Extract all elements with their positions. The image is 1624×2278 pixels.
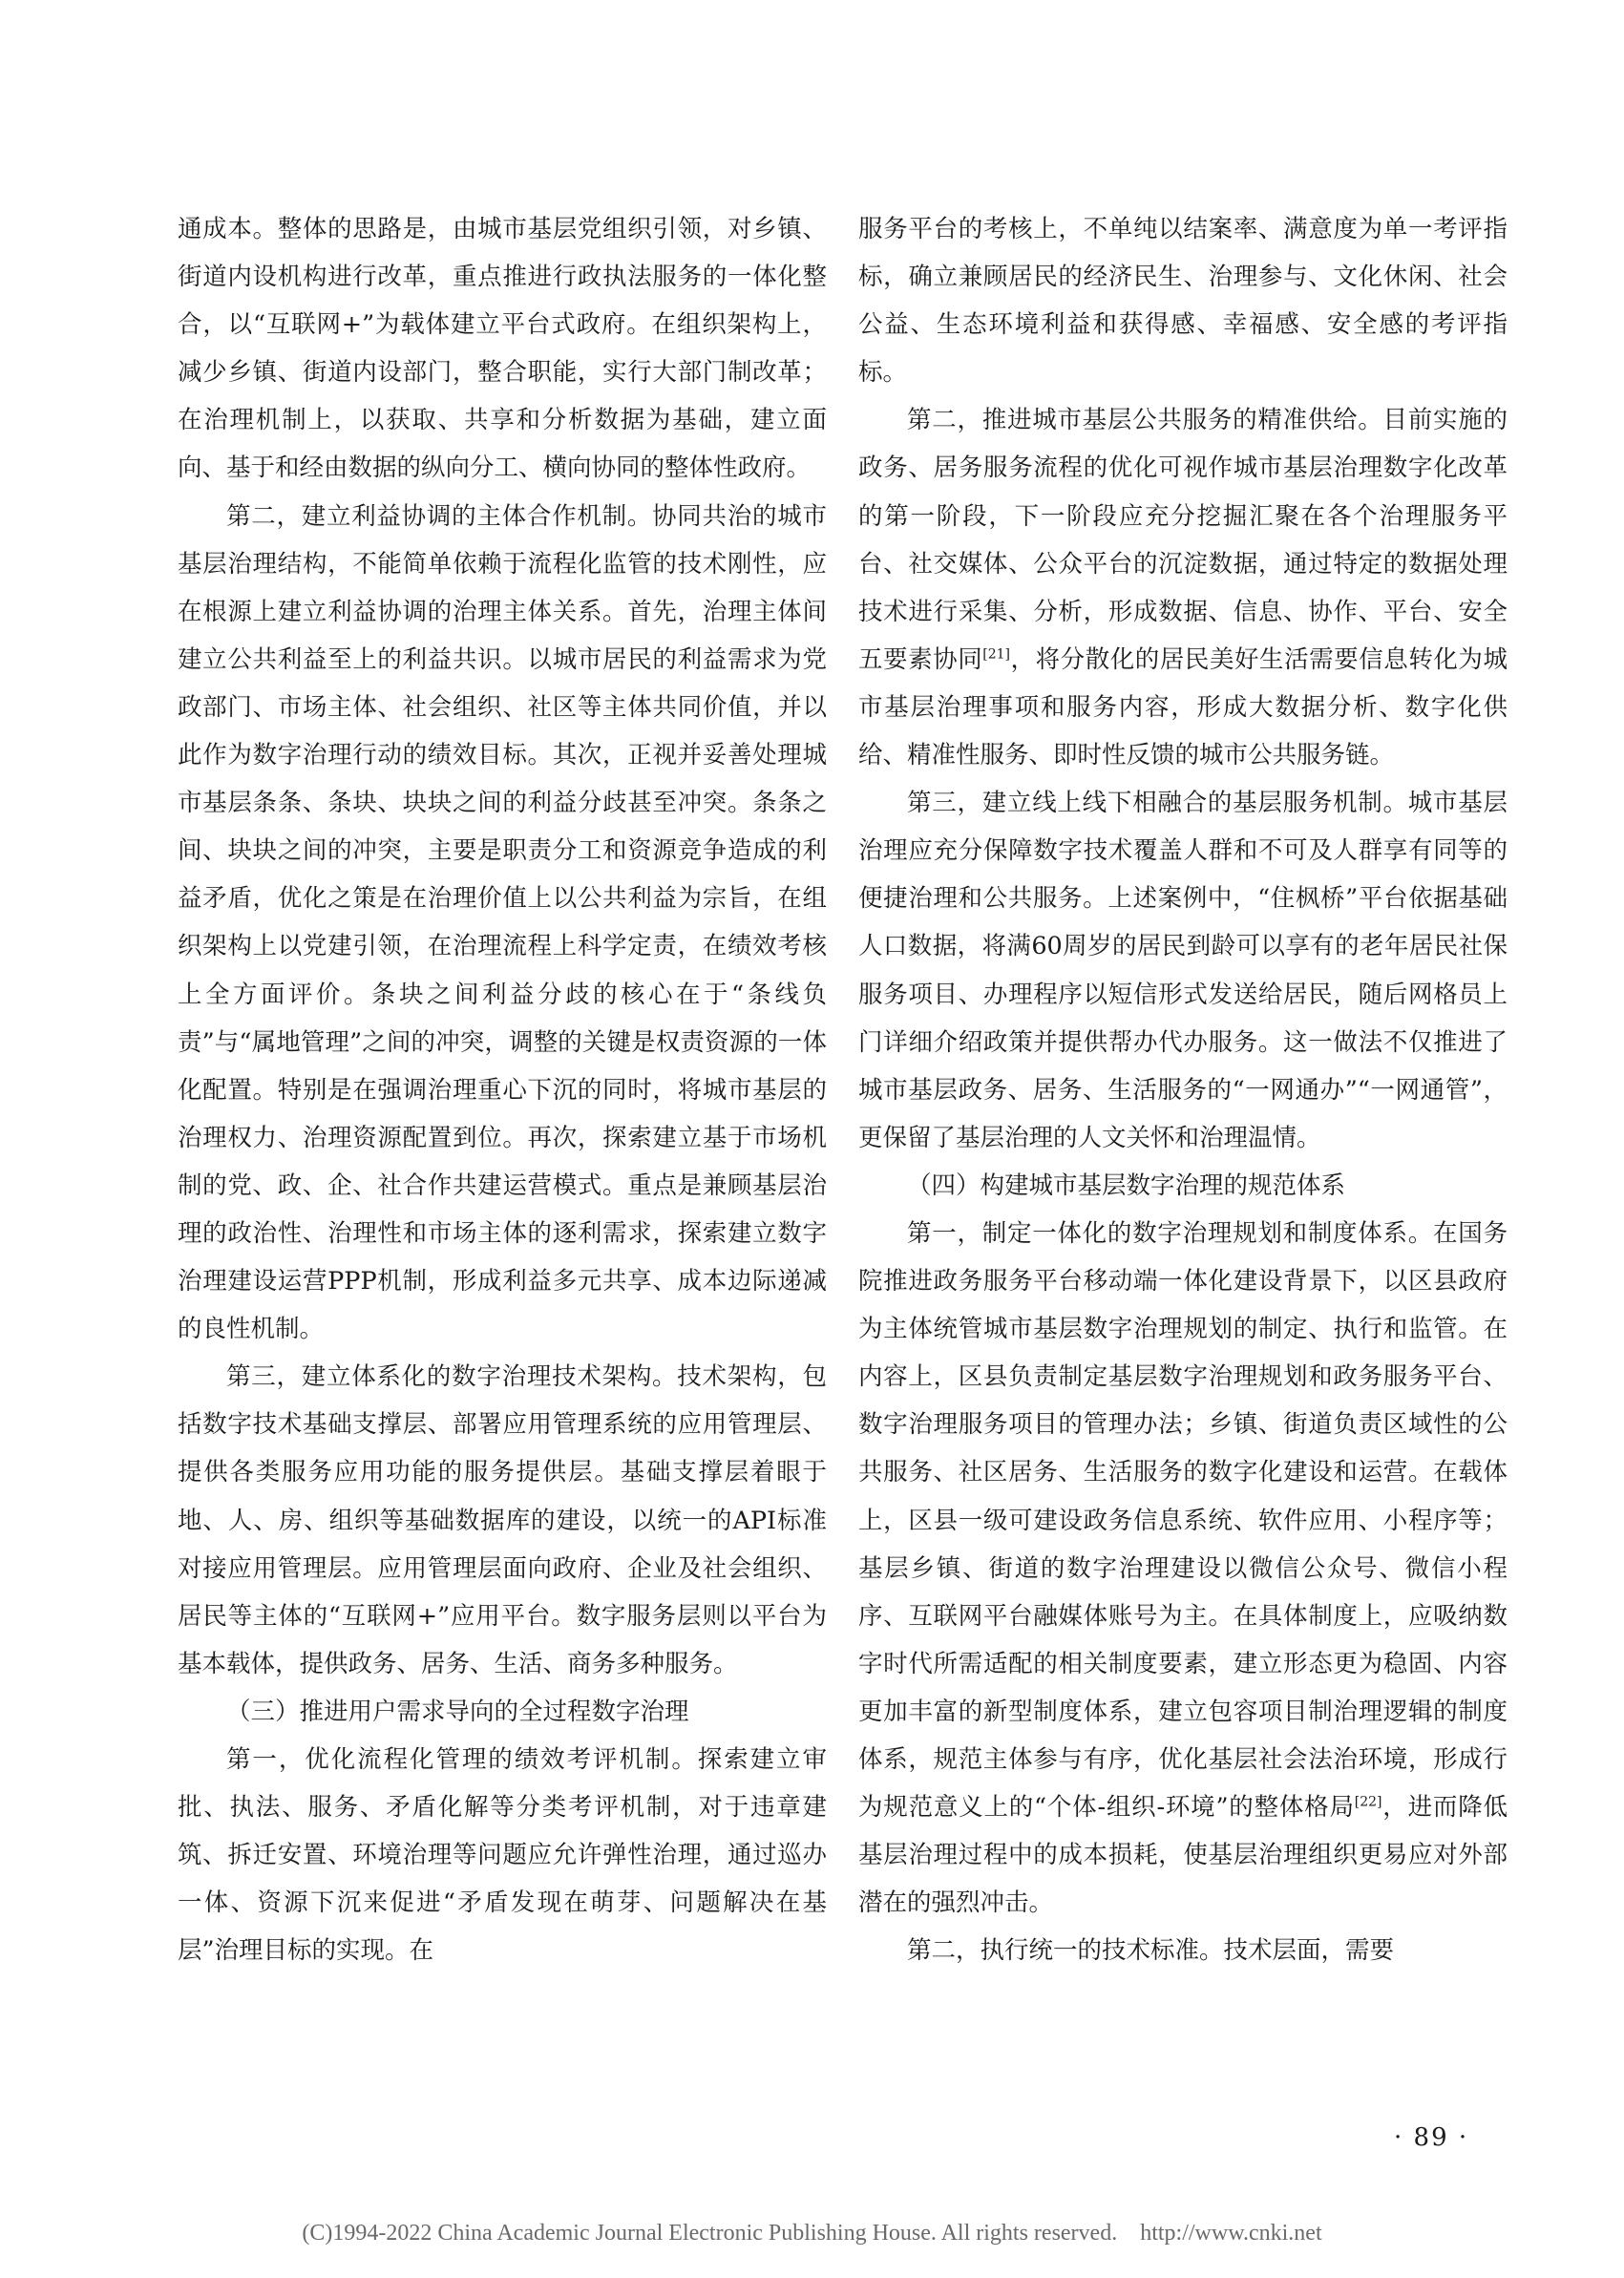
page-number: · 89 · [1394, 2123, 1469, 2152]
right-column [858, 205, 1508, 1974]
paragraph: 第二，建立利益协调的主体合作机制。协同共治的城市基层治理结构，不能简单依赖于流程化监管的技术刚性，应在根源上建立利益协调的治理主体关系。首先，治理主体间建立公共利益至上的利益共识。以城市居民的利益需求为党政部门、市场主体、社会组织、社区等主体共同价值，并以此作为数字治理行动的绩效目标。其次，正视并妥善处理城市基层条条、条块、块块之间的利益分歧甚至冲突。条条之间、块块之间的冲突，主要是职责分工和资源竞争造成的利益矛盾，优化之策是在治理价值上以公共利益为宗旨，在组织架构上以党建引领，在治理流程上科学定责，在绩效考核上全方面评价。条块之间利益分歧的核心在于“条线负责”与“属地管理”之间的冲突，调整的关键是权责资源的一体化配置。特别是在强调治理重心下沉的同时，将城市基层的治理权力、治理资源配置到位。再次，探索建立基于市场机制的党、政、企、社合作共建运营模式。重点是兼顾基层治理的政治性、治理性和市场主体的逐利需求，探索建立数字治理建设运营PPP机制，形成利益多元共享、成本边际递减的良性机制。 [178, 501, 827, 1344]
section-heading: （三）推进用户需求导向的全过程数字治理 [226, 1697, 689, 1726]
copyright-footer: (C)1994-2022 China Academic Journal Electronic Publishing House. All rights reserved. http://www.cnki.net [302, 2221, 1322, 2246]
paragraph: 服务平台的考核上，不单纯以结案率、满意度为单一考评指标，确立兼顾居民的经济民生、治理参与、文化休闲、社会公益、生态环境利益和获得感、幸福感、安全感的考评指标。 [858, 215, 1508, 388]
citation-22[interactable]: [22] [1354, 1794, 1382, 1810]
paragraph: 第一，优化流程化管理的绩效考评机制。探索建立审批、执法、服务、矛盾化解等分类考评机制，对于违章建筑、拆迁安置、环境治理等问题应允许弹性治理，通过巡办一体、资源下沉来促进“矛盾发现在萌芽、问题解决在基层”治理目标的实现。在 [178, 1745, 827, 1966]
section-heading: （四）构建城市基层数字治理的规范体系 [907, 1171, 1346, 1200]
paragraph: 第三，建立体系化的数字治理技术架构。技术架构，包括数字技术基础支撑层、部署应用管理系统的应用管理层、提供各类服务应用功能的服务提供层。基础支撑层着眼于地、人、房、组织等基础数据库的建设，以统一的API标准对接应用管理层。应用管理层面向政府、企业及社会组织、居民等主体的“互联网+”应用平台。数字服务层则以平台为基本载体，提供政务、居务、生活、商务多种服务。 [178, 1362, 827, 1678]
paragraph: 第三，建立线上线下相融合的基层服务机制。城市基层治理应充分保障数字技术覆盖人群和不可及人群享有同等的便捷治理和公共服务。上述案例中，“住枫桥”平台依据基础人口数据，将满60周岁的居民到龄可以享有的老年居民社保服务项目、办理程序以短信形式发送给居民，随后网格员上门详细介绍政策并提供帮办代办服务。这一做法不仅推进了城市基层政务、居务、生活服务的“一网通办”“一网通管”，更保留了基层治理的人文关怀和治理温情。 [858, 789, 1508, 1152]
paragraph [858, 1210, 1508, 1927]
paragraph: 通成本。整体的思路是，由城市基层党组织引领，对乡镇、街道内设机构进行改革，重点推进行政执法服务的一体化整合，以“互联网+”为载体建立平台式政府。在组织架构上，减少乡镇、街道内设部门，整合职能，实行大部门制改革；在治理机制上，以获取、共享和分析数据为基础，建立面向、基于和经由数据的纵向分工、横向协同的整体性政府。 [178, 215, 827, 483]
paragraph-text: ，将分散化的居民美好生活需要信息转化为城市基层治理事项和服务内容，形成大数据分析、数字化供给、精准性服务、即时性反馈的城市公共服务链。 [858, 644, 1508, 770]
paragraph-text: ，进而降低基层治理过程中的成本损耗，使基层治理组织更易应对外部潜在的强烈冲击。 [858, 1793, 1508, 1918]
left-column [178, 205, 827, 1974]
paragraph-text: 第二，推进城市基层公共服务的精准供给。目前实施的政务、居务服务流程的优化可视作城市基层治理数字化改革的第一阶段，下一阶段应充分挖掘汇聚在各个治理服务平台、社交媒体、公众平台的沉淀数据，通过特定的数据处理技术进行采集、分析，形成数据、信息、协作、平台、安全五要素协同 [858, 406, 1508, 674]
paragraph [858, 396, 1508, 779]
paragraph: 第二，执行统一的技术标准。技术层面，需要 [907, 1936, 1395, 1966]
citation-21[interactable]: [21] [982, 646, 1010, 663]
paragraph-text: 第一，制定一体化的数字治理规划和制度体系。在国务院推进政务服务平台移动端一体化建设背景下，以区县政府为主体统管城市基层数字治理规划的制定、执行和监管。在内容上，区县负责制定基层数字治理规划和政务服务平台、数字治理服务项目的管理办法；乡镇、街道负责区域性的公共服务、社区居务、生活服务的数字化建设和运营。在载体上，区县一级可建设政务信息系统、软件应用、小程序等；基层乡镇、街道的数字治理建设以微信公众号、微信小程序、互联网平台融媒体账号为主。在具体制度上，应吸纳数字时代所需适配的相关制度要素，建立形态更为稳固、内容更加丰富的新型制度体系，建立包容项目制治理逻辑的制度体系，规范主体参与有序，优化基层社会法治环境，形成行为规范意义上的“个体-组织-环境”的整体格局 [858, 1218, 1508, 1823]
